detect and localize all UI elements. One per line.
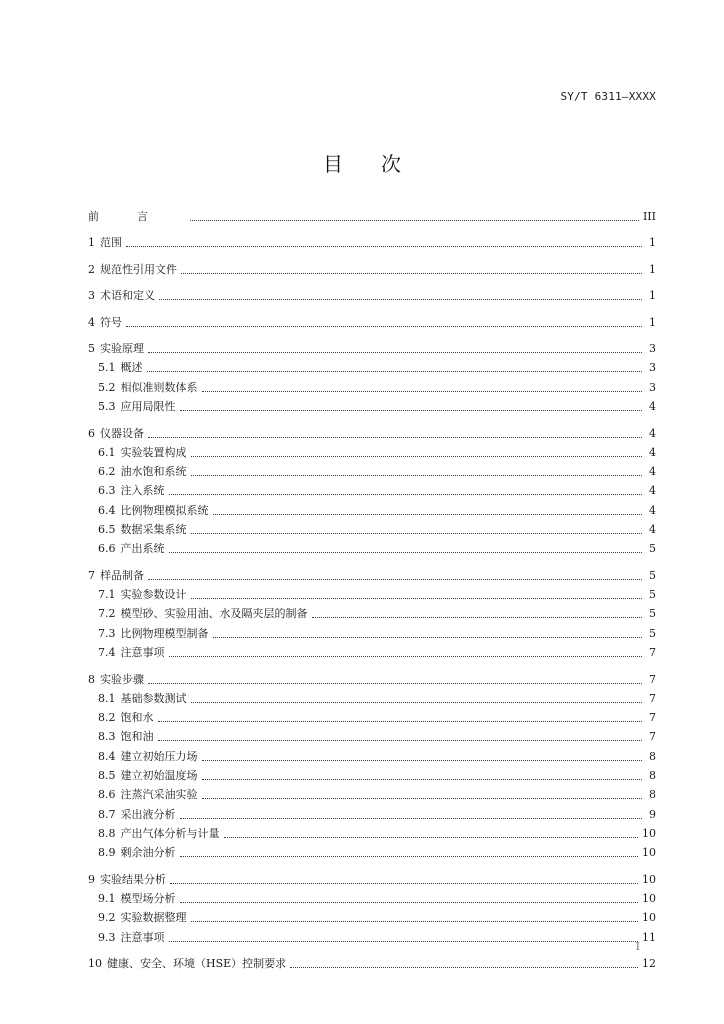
toc-entry-page: 10 [642, 826, 656, 840]
toc-entry-page: 5 [649, 542, 656, 556]
toc-entry-page: 4 [649, 445, 656, 459]
toc-subentry[interactable] [88, 460, 656, 479]
toc-subentry[interactable] [88, 356, 656, 375]
toc-entry-number: 10 [88, 957, 102, 971]
toc-dot-leader [202, 381, 643, 392]
toc-dot-leader [191, 692, 643, 703]
toc-subentry[interactable] [88, 641, 656, 660]
toc-dot-leader [148, 569, 642, 580]
toc-dot-leader [169, 484, 643, 495]
toc-entry-label: 术语和定义 [100, 289, 155, 303]
toc-entry-page: 5 [649, 626, 656, 640]
toc-dot-leader [148, 673, 642, 684]
toc-entry-number: 8.8 [98, 826, 116, 840]
toc-entry-label: 基础参数测试 [120, 691, 187, 705]
toc-dot-leader [180, 846, 639, 857]
toc-subentry[interactable] [88, 802, 656, 821]
toc-entry-number: 6.1 [98, 445, 116, 459]
toc-entry-number: 2 [88, 262, 95, 276]
toc-subentry[interactable] [88, 841, 656, 860]
toc-dot-leader [213, 627, 643, 638]
toc-entry-number: 6.3 [98, 484, 116, 498]
toc-subentry[interactable] [88, 537, 656, 556]
toc-entry-label: 实验数据整理 [120, 911, 187, 925]
toc-entry-page: 4 [649, 465, 656, 479]
toc-dot-leader [181, 263, 642, 274]
toc-subentry[interactable] [88, 518, 656, 537]
toc-subentry[interactable] [88, 441, 656, 460]
toc-entry[interactable] [88, 303, 656, 330]
toc-entry-number: 9.3 [98, 930, 116, 944]
toc-dot-leader [312, 607, 643, 618]
toc-subentry[interactable] [88, 822, 656, 841]
toc-entry-number: 6.5 [98, 523, 116, 537]
toc-entry-label: 实验原理 [100, 342, 144, 356]
toc-dot-leader [224, 827, 639, 838]
toc-entry-page: 7 [649, 711, 656, 725]
page-folio: I [635, 940, 640, 953]
toc-dot-leader [158, 730, 643, 741]
toc-entry-label: 数据采集系统 [120, 523, 187, 537]
toc-entry-label: 饱和油 [120, 730, 154, 744]
toc-entry[interactable] [88, 945, 656, 972]
toc-subentry[interactable] [88, 687, 656, 706]
toc-entry-label: 建立初始压力场 [120, 749, 198, 763]
page-title: 目次 [323, 152, 439, 176]
toc-dot-leader [169, 646, 643, 657]
toc-entry-label: 实验步骤 [100, 672, 144, 686]
toc-entry-label: 建立初始温度场 [120, 769, 198, 783]
toc-entry-number: 8.2 [98, 711, 116, 725]
toc-entry-number: 8.4 [98, 749, 116, 763]
toc-entry-page: 1 [649, 236, 656, 250]
toc-entry-page: 7 [649, 691, 656, 705]
toc-entry-number: 5.1 [98, 361, 116, 375]
toc-entry-page: 4 [649, 400, 656, 414]
toc-subentry[interactable] [88, 602, 656, 621]
toc-dot-leader [148, 427, 642, 438]
toc-entry-page: 3 [649, 342, 656, 356]
toc-dot-leader [202, 769, 643, 780]
toc-entry-label: 模型砂、实验用油、水及隔夹层的制备 [120, 607, 308, 621]
toc-entry-number: 4 [88, 315, 95, 329]
toc-dot-leader [191, 588, 643, 599]
toc-dot-leader [169, 931, 639, 942]
toc-entry-number: 5.2 [98, 380, 116, 394]
toc-entry-number: 8.1 [98, 691, 116, 705]
toc-subentry[interactable] [88, 395, 656, 414]
toc-entry-label: 规范性引用文件 [100, 262, 177, 276]
toc-entry-label: 比例物理模拟系统 [120, 503, 209, 517]
toc-dot-leader [180, 892, 639, 903]
toc-entry-label: 符号 [100, 315, 122, 329]
toc-entry-label: 饱和水 [120, 711, 154, 725]
toc-entry-label: 仪器设备 [100, 426, 144, 440]
toc-dot-leader [202, 750, 643, 761]
toc-subentry[interactable] [88, 498, 656, 517]
toc-entry-page: 5 [649, 588, 656, 602]
toc-subentry[interactable] [88, 706, 656, 725]
toc-dot-leader [290, 957, 638, 968]
toc-entry-label: 比例物理模型制备 [120, 626, 209, 640]
toc-entry-label: 采出液分析 [120, 807, 176, 821]
toc-entry-number: 7.1 [98, 588, 116, 602]
toc-entry-page: 10 [642, 911, 656, 925]
standard-code: SY/T 6311—XXXX [560, 90, 656, 103]
toc-dot-leader [147, 361, 643, 372]
toc-entry[interactable] [88, 199, 656, 224]
toc-entry-number: 9.1 [98, 892, 116, 906]
toc-entry-page: 7 [649, 730, 656, 744]
toc-entry-page: III [642, 209, 656, 223]
toc-dot-leader [126, 316, 642, 327]
toc-entry-number: 6.6 [98, 542, 116, 556]
toc-entry-label: 实验装置构成 [120, 445, 187, 459]
toc-entry-number: 3 [88, 289, 95, 303]
toc-entry[interactable] [88, 277, 656, 304]
toc-subentry[interactable] [88, 583, 656, 602]
toc-entry-page: 4 [649, 523, 656, 537]
toc-subentry[interactable] [88, 764, 656, 783]
toc-entry-number: 5.3 [98, 400, 116, 414]
toc-entry-label: 油水饱和系统 [120, 465, 187, 479]
toc-entry-number: 6 [88, 426, 95, 440]
toc-entry-label: 相似准则数体系 [120, 380, 198, 394]
toc-entry-number: 8.7 [98, 807, 116, 821]
toc-dot-leader [191, 446, 643, 457]
toc-dot-leader [191, 523, 643, 534]
toc-entry-label: 前言 [88, 209, 186, 223]
toc-entry-page: 7 [649, 672, 656, 686]
toc-entry[interactable] [88, 556, 656, 583]
toc-entry-number: 5 [88, 342, 95, 356]
toc-subentry[interactable] [88, 621, 656, 640]
toc-entry[interactable] [88, 250, 656, 277]
toc-entry-label: 产出系统 [120, 542, 165, 556]
toc-entry-number: 8.3 [98, 730, 116, 744]
toc-entry-label: 注入系统 [120, 484, 165, 498]
toc-entry-page: 10 [642, 892, 656, 906]
toc-subentry[interactable] [88, 783, 656, 802]
toc-entry-page: 5 [649, 607, 656, 621]
toc-entry-page: 1 [649, 289, 656, 303]
toc-entry-number: 9 [88, 872, 95, 886]
toc-entry-page: 8 [649, 769, 656, 783]
toc-entry-number: 7.2 [98, 607, 116, 621]
toc-dot-leader [170, 873, 638, 884]
toc-dot-leader [191, 911, 639, 922]
toc-entry-number: 7.4 [98, 646, 116, 660]
toc-entry-page: 4 [649, 484, 656, 498]
toc-dot-leader [180, 400, 643, 411]
toc-subentry[interactable] [88, 375, 656, 394]
toc-entry-page: 8 [649, 788, 656, 802]
toc-dot-leader [191, 465, 643, 476]
toc-entry-label: 产出气体分析与计量 [120, 826, 220, 840]
toc-entry-number: 8.5 [98, 769, 116, 783]
toc-entry-label: 应用局限性 [120, 400, 176, 414]
toc-entry-page: 3 [649, 380, 656, 394]
toc-entry-page: 10 [642, 846, 656, 860]
toc-entry-page: 4 [649, 426, 656, 440]
toc-entry-number: 7.3 [98, 626, 116, 640]
toc-dot-leader [169, 542, 643, 553]
toc-entry-page: 7 [649, 646, 656, 660]
toc-subentry[interactable] [88, 479, 656, 498]
toc-subentry[interactable] [88, 906, 656, 925]
toc-entry-number: 9.2 [98, 911, 116, 925]
toc-entry-label: 概述 [120, 361, 143, 375]
toc-entry-label: 健康、安全、环境（HSE）控制要求 [107, 957, 287, 971]
toc-entry[interactable] [88, 860, 656, 887]
toc-entry-label: 剩余油分析 [120, 846, 176, 860]
toc-entry[interactable] [88, 414, 656, 441]
toc-entry[interactable] [88, 330, 656, 357]
toc-dot-leader [190, 210, 639, 221]
toc-dot-leader [213, 504, 643, 515]
toc-entry-label: 实验参数设计 [120, 588, 187, 602]
toc-entry-label: 注意事项 [120, 930, 165, 944]
toc-dot-leader [159, 289, 642, 300]
toc-entry[interactable] [88, 660, 656, 687]
toc-entry-number: 8.9 [98, 846, 116, 860]
toc-entry-page: 1 [649, 315, 656, 329]
toc-entry-page: 11 [642, 930, 656, 944]
table-of-contents [88, 199, 656, 971]
toc-entry[interactable] [88, 224, 656, 251]
toc-entry-label: 实验结果分析 [100, 872, 166, 886]
toc-entry-number: 8 [88, 672, 95, 686]
toc-dot-leader [158, 711, 643, 722]
toc-entry-page: 5 [649, 568, 656, 582]
toc-subentry[interactable] [88, 925, 656, 944]
toc-dot-leader [180, 808, 643, 819]
toc-entry-page: 8 [649, 749, 656, 763]
toc-entry-label: 注意事项 [120, 646, 165, 660]
toc-entry-page: 4 [649, 503, 656, 517]
toc-entry-page: 3 [649, 361, 656, 375]
toc-entry-page: 9 [649, 807, 656, 821]
toc-subentry[interactable] [88, 725, 656, 744]
toc-entry-number: 8.6 [98, 788, 116, 802]
toc-entry-page: 1 [649, 262, 656, 276]
toc-dot-leader [148, 342, 642, 353]
toc-entry-number: 1 [88, 236, 95, 250]
toc-subentry[interactable] [88, 744, 656, 763]
toc-subentry[interactable] [88, 887, 656, 906]
toc-entry-label: 模型场分析 [120, 892, 176, 906]
toc-entry-page: 10 [642, 872, 656, 886]
toc-dot-leader [126, 236, 642, 247]
toc-entry-label: 注蒸汽采油实验 [120, 788, 198, 802]
toc-dot-leader [202, 788, 643, 799]
toc-entry-label: 范围 [100, 236, 122, 250]
toc-entry-number: 6.2 [98, 465, 116, 479]
toc-entry-page: 12 [642, 957, 656, 971]
toc-entry-number: 6.4 [98, 503, 116, 517]
toc-entry-label: 样品制备 [100, 568, 144, 582]
toc-entry-number: 7 [88, 568, 95, 582]
